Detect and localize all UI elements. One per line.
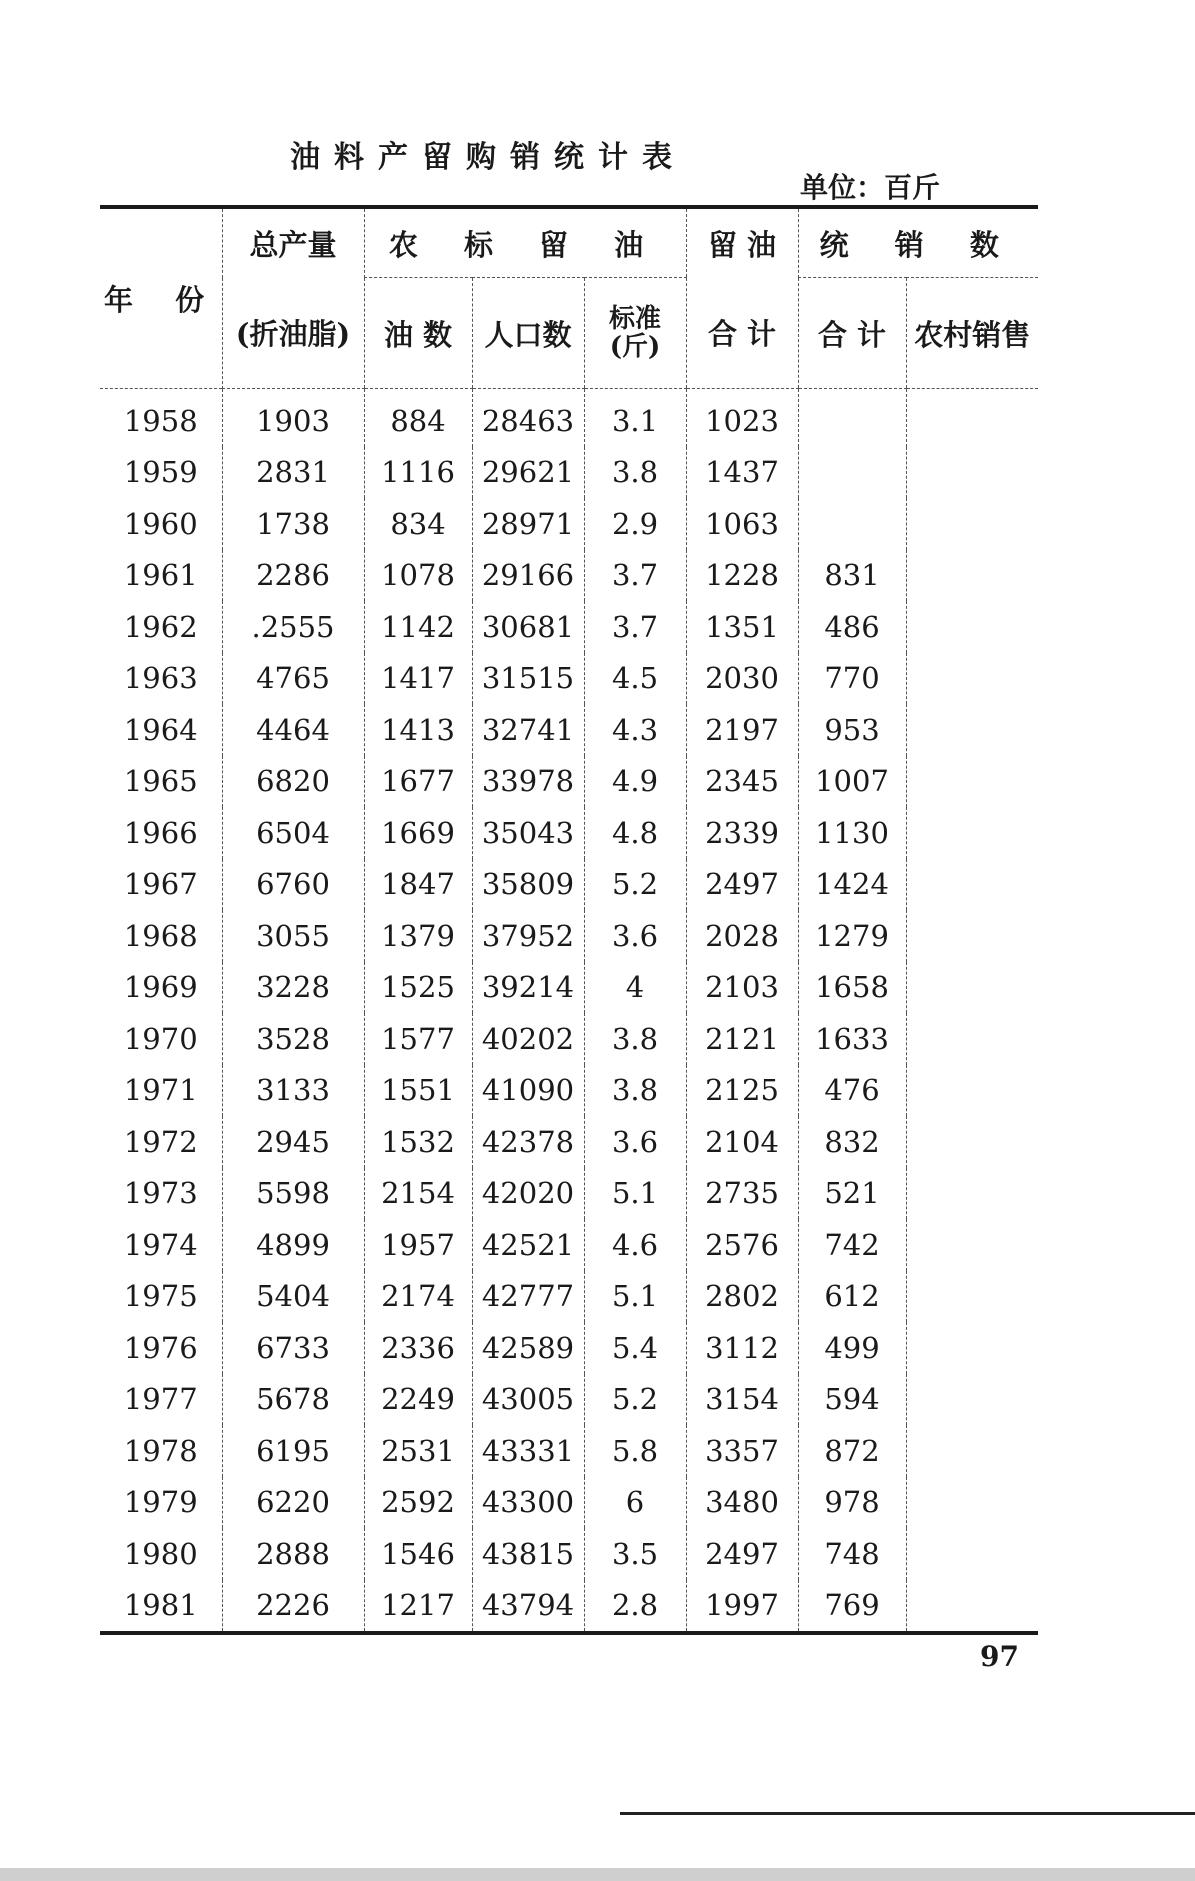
cell-farm-standard: 4.9 — [584, 756, 686, 808]
table-row — [100, 1425, 1038, 1477]
cell-rural-sales — [906, 756, 1038, 808]
table-row — [100, 1374, 1038, 1426]
cell-rural-sales — [906, 1013, 1038, 1065]
cell-total-output: 6504 — [222, 807, 364, 859]
cell-retained-total: 2125 — [686, 1065, 798, 1117]
cell-total-output: 6195 — [222, 1425, 364, 1477]
cell-sales-total — [798, 447, 906, 499]
cell-sales-total: 612 — [798, 1271, 906, 1323]
bottom-rule — [620, 1812, 1195, 1815]
cell-sales-total — [798, 389, 906, 447]
table-row — [100, 1219, 1038, 1271]
cell-farm-oil: 2174 — [364, 1271, 472, 1323]
cell-farm-standard: 5.2 — [584, 859, 686, 911]
viewer-bottom-bar — [0, 1868, 1195, 1881]
cell-retained-total: 2339 — [686, 807, 798, 859]
header-sales-group: 统 销 数 — [798, 207, 1038, 278]
cell-year: 1965 — [123, 764, 198, 799]
cell-rural-sales — [906, 1425, 1038, 1477]
cell-farm-oil: 2154 — [364, 1168, 472, 1220]
cell-year: 1972 — [123, 1124, 198, 1159]
cell-farm-standard: 4.3 — [584, 704, 686, 756]
header-retain-bottom: 合 计 — [686, 278, 798, 389]
cell-total-output: 6820 — [222, 756, 364, 808]
cell-year: 1960 — [123, 506, 198, 541]
table-header — [100, 207, 1038, 389]
cell-year: 1980 — [123, 1536, 198, 1571]
cell-farm-standard: 4 — [584, 962, 686, 1014]
cell-sales-total: 499 — [798, 1322, 906, 1374]
cell-year: 1974 — [123, 1227, 198, 1262]
cell-farm-standard: 3.5 — [584, 1528, 686, 1580]
cell-farm-population: 32741 — [472, 704, 584, 756]
cell-total-output: 1738 — [222, 498, 364, 550]
cell-farm-population: 35809 — [472, 859, 584, 911]
cell-sales-total: 831 — [798, 550, 906, 602]
header-farm-group: 农 标 留 油 — [364, 207, 686, 278]
header-sales-rural: 农村销售 — [906, 278, 1038, 389]
cell-year: 1978 — [123, 1433, 198, 1468]
cell-farm-population: 28463 — [472, 389, 584, 447]
cell-farm-standard: 6 — [584, 1477, 686, 1529]
cell-farm-standard: 3.6 — [584, 1116, 686, 1168]
cell-rural-sales — [906, 653, 1038, 705]
cell-year: 1975 — [123, 1279, 198, 1314]
header-farm-std — [584, 278, 686, 389]
cell-sales-total — [798, 498, 906, 550]
cell-farm-oil: 2336 — [364, 1322, 472, 1374]
cell-farm-oil: 1116 — [364, 447, 472, 499]
cell-sales-total: 1658 — [798, 962, 906, 1014]
cell-rural-sales — [906, 1219, 1038, 1271]
cell-retained-total: 2497 — [686, 859, 798, 911]
cell-sales-total: 953 — [798, 704, 906, 756]
cell-farm-standard: 5.2 — [584, 1374, 686, 1426]
cell-farm-standard: 5.8 — [584, 1425, 686, 1477]
cell-farm-population: 39214 — [472, 962, 584, 1014]
cell-farm-standard: 4.8 — [584, 807, 686, 859]
cell-farm-standard: 3.8 — [584, 447, 686, 499]
cell-total-output: 6760 — [222, 859, 364, 911]
cell-sales-total: 832 — [798, 1116, 906, 1168]
table-row — [100, 1580, 1038, 1634]
cell-farm-standard: 3.8 — [584, 1013, 686, 1065]
cell-retained-total: 1063 — [686, 498, 798, 550]
table-row — [100, 807, 1038, 859]
cell-farm-standard: 3.6 — [584, 910, 686, 962]
cell-year: 1979 — [123, 1485, 198, 1520]
cell-farm-standard: 5.4 — [584, 1322, 686, 1374]
unit-label: 单位：百斤 — [800, 171, 941, 204]
cell-farm-population: 29166 — [472, 550, 584, 602]
cell-retained-total: 2802 — [686, 1271, 798, 1323]
cell-retained-total: 1023 — [686, 389, 798, 447]
cell-total-output: 6220 — [222, 1477, 364, 1529]
cell-farm-oil: 1525 — [364, 962, 472, 1014]
cell-rural-sales — [906, 1528, 1038, 1580]
cell-farm-standard: 4.5 — [584, 653, 686, 705]
header-total-bottom: (折油脂) — [222, 278, 364, 389]
cell-farm-standard: 3.1 — [584, 389, 686, 447]
cell-farm-standard: 5.1 — [584, 1271, 686, 1323]
cell-farm-population: 35043 — [472, 807, 584, 859]
cell-year: 1973 — [123, 1176, 198, 1211]
cell-farm-population: 28971 — [472, 498, 584, 550]
cell-farm-population: 37952 — [472, 910, 584, 962]
cell-sales-total: 770 — [798, 653, 906, 705]
cell-farm-standard: 3.7 — [584, 550, 686, 602]
cell-total-output: 2286 — [222, 550, 364, 602]
cell-rural-sales — [906, 447, 1038, 499]
cell-retained-total: 2735 — [686, 1168, 798, 1220]
cell-farm-population: 43331 — [472, 1425, 584, 1477]
oil-statistics-table — [100, 205, 1038, 1635]
cell-retained-total: 1351 — [686, 601, 798, 653]
cell-rural-sales — [906, 1477, 1038, 1529]
cell-total-output: 5678 — [222, 1374, 364, 1426]
cell-total-output: 4899 — [222, 1219, 364, 1271]
header-year: 年 份 — [104, 283, 221, 317]
cell-retained-total: 2345 — [686, 756, 798, 808]
cell-farm-population: 29621 — [472, 447, 584, 499]
cell-year: 1963 — [123, 661, 198, 696]
cell-farm-oil: 2531 — [364, 1425, 472, 1477]
cell-sales-total: 769 — [798, 1580, 906, 1634]
cell-rural-sales — [906, 859, 1038, 911]
header-farm-oil: 油 数 — [364, 278, 472, 389]
cell-retained-total: 2103 — [686, 962, 798, 1014]
cell-retained-total: 3357 — [686, 1425, 798, 1477]
cell-sales-total: 1007 — [798, 756, 906, 808]
cell-sales-total: 872 — [798, 1425, 906, 1477]
page-number: 97 — [980, 1640, 1019, 1673]
cell-farm-oil: 1677 — [364, 756, 472, 808]
cell-rural-sales — [906, 1271, 1038, 1323]
cell-farm-oil: 1379 — [364, 910, 472, 962]
table-body — [100, 389, 1038, 1634]
cell-total-output: 4464 — [222, 704, 364, 756]
cell-retained-total: 2121 — [686, 1013, 798, 1065]
cell-retained-total: 2197 — [686, 704, 798, 756]
cell-retained-total: 3154 — [686, 1374, 798, 1426]
cell-farm-oil: 1417 — [364, 653, 472, 705]
page-title: 油料产留购销统计表 — [290, 140, 686, 175]
cell-farm-oil: 1078 — [364, 550, 472, 602]
cell-farm-population: 42378 — [472, 1116, 584, 1168]
cell-total-output: .2555 — [222, 601, 364, 653]
header-total-top: 总产量 — [222, 207, 364, 278]
cell-farm-population: 43815 — [472, 1528, 584, 1580]
cell-sales-total: 742 — [798, 1219, 906, 1271]
table-row — [100, 498, 1038, 550]
cell-farm-population: 42777 — [472, 1271, 584, 1323]
table-row — [100, 1271, 1038, 1323]
cell-farm-oil: 1847 — [364, 859, 472, 911]
cell-rural-sales — [906, 1116, 1038, 1168]
cell-sales-total: 748 — [798, 1528, 906, 1580]
cell-farm-population: 42589 — [472, 1322, 584, 1374]
cell-farm-population: 31515 — [472, 653, 584, 705]
cell-total-output: 2945 — [222, 1116, 364, 1168]
cell-farm-population: 43794 — [472, 1580, 584, 1634]
cell-year: 1971 — [123, 1073, 198, 1108]
cell-farm-oil: 1217 — [364, 1580, 472, 1634]
cell-retained-total: 2497 — [686, 1528, 798, 1580]
table-row — [100, 1477, 1038, 1529]
cell-total-output: 4765 — [222, 653, 364, 705]
cell-rural-sales — [906, 1168, 1038, 1220]
cell-sales-total: 1130 — [798, 807, 906, 859]
cell-farm-oil: 1413 — [364, 704, 472, 756]
cell-farm-oil: 834 — [364, 498, 472, 550]
cell-sales-total: 978 — [798, 1477, 906, 1529]
cell-rural-sales — [906, 807, 1038, 859]
cell-rural-sales — [906, 550, 1038, 602]
cell-farm-population: 41090 — [472, 1065, 584, 1117]
cell-total-output: 3133 — [222, 1065, 364, 1117]
cell-total-output: 6733 — [222, 1322, 364, 1374]
cell-total-output: 1903 — [222, 389, 364, 447]
cell-year: 1959 — [123, 455, 198, 490]
cell-total-output: 5598 — [222, 1168, 364, 1220]
cell-retained-total: 1437 — [686, 447, 798, 499]
cell-farm-population: 42020 — [472, 1168, 584, 1220]
cell-total-output: 3528 — [222, 1013, 364, 1065]
cell-year: 1961 — [123, 558, 198, 593]
cell-rural-sales — [906, 704, 1038, 756]
cell-farm-oil: 1577 — [364, 1013, 472, 1065]
table-row — [100, 1065, 1038, 1117]
cell-farm-oil: 1551 — [364, 1065, 472, 1117]
cell-retained-total: 1228 — [686, 550, 798, 602]
cell-total-output: 5404 — [222, 1271, 364, 1323]
cell-farm-oil: 1546 — [364, 1528, 472, 1580]
table-row — [100, 1013, 1038, 1065]
cell-farm-standard: 5.1 — [584, 1168, 686, 1220]
cell-rural-sales — [906, 601, 1038, 653]
header-retain-top: 留 油 — [686, 207, 798, 278]
cell-total-output: 2888 — [222, 1528, 364, 1580]
cell-retained-total: 1997 — [686, 1580, 798, 1634]
cell-year: 1966 — [123, 815, 198, 850]
table-row — [100, 1322, 1038, 1374]
cell-total-output: 3228 — [222, 962, 364, 1014]
cell-year: 1976 — [123, 1330, 198, 1365]
cell-farm-oil: 1669 — [364, 807, 472, 859]
cell-retained-total: 2028 — [686, 910, 798, 962]
table-row — [100, 601, 1038, 653]
cell-farm-standard: 2.8 — [584, 1580, 686, 1634]
cell-farm-oil: 1532 — [364, 1116, 472, 1168]
cell-retained-total: 3480 — [686, 1477, 798, 1529]
table-row — [100, 962, 1038, 1014]
cell-rural-sales — [906, 498, 1038, 550]
cell-farm-standard: 3.8 — [584, 1065, 686, 1117]
cell-farm-standard: 4.6 — [584, 1219, 686, 1271]
cell-year: 1964 — [123, 712, 198, 747]
table-row — [100, 1528, 1038, 1580]
cell-retained-total: 2030 — [686, 653, 798, 705]
cell-year: 1970 — [123, 1021, 198, 1056]
cell-year: 1967 — [123, 867, 198, 902]
cell-farm-standard: 2.9 — [584, 498, 686, 550]
table-row — [100, 389, 1038, 447]
header-sales-total: 合 计 — [798, 278, 906, 389]
cell-retained-total: 2104 — [686, 1116, 798, 1168]
cell-sales-total: 486 — [798, 601, 906, 653]
cell-farm-oil: 884 — [364, 389, 472, 447]
cell-rural-sales — [906, 389, 1038, 447]
cell-rural-sales — [906, 1065, 1038, 1117]
cell-sales-total: 1279 — [798, 910, 906, 962]
cell-year: 1969 — [123, 970, 198, 1005]
cell-year: 1977 — [123, 1382, 198, 1417]
header-farm-std-top: 标准 — [609, 304, 662, 334]
cell-rural-sales — [906, 1374, 1038, 1426]
cell-farm-population: 30681 — [472, 601, 584, 653]
cell-farm-population: 43300 — [472, 1477, 584, 1529]
table-row — [100, 550, 1038, 602]
cell-farm-population: 33978 — [472, 756, 584, 808]
cell-sales-total: 594 — [798, 1374, 906, 1426]
cell-rural-sales — [906, 910, 1038, 962]
table-row — [100, 653, 1038, 705]
cell-total-output: 2831 — [222, 447, 364, 499]
cell-year: 1981 — [123, 1588, 198, 1623]
cell-rural-sales — [906, 1322, 1038, 1374]
cell-farm-oil: 1957 — [364, 1219, 472, 1271]
table-row — [100, 910, 1038, 962]
cell-retained-total: 3112 — [686, 1322, 798, 1374]
table-row — [100, 859, 1038, 911]
cell-sales-total: 1633 — [798, 1013, 906, 1065]
cell-rural-sales — [906, 1580, 1038, 1634]
cell-year: 1962 — [123, 609, 198, 644]
statistics-table-wrapper — [100, 205, 1038, 1635]
table-row — [100, 1116, 1038, 1168]
table-row — [100, 1168, 1038, 1220]
cell-farm-standard: 3.7 — [584, 601, 686, 653]
cell-total-output: 2226 — [222, 1580, 364, 1634]
cell-farm-population: 42521 — [472, 1219, 584, 1271]
header-farm-std-bottom: (斤) — [609, 332, 661, 362]
header-farm-pop: 人口数 — [472, 278, 584, 389]
cell-farm-oil: 2592 — [364, 1477, 472, 1529]
cell-sales-total: 521 — [798, 1168, 906, 1220]
cell-sales-total: 476 — [798, 1065, 906, 1117]
cell-farm-population: 43005 — [472, 1374, 584, 1426]
cell-farm-population: 40202 — [472, 1013, 584, 1065]
cell-rural-sales — [906, 962, 1038, 1014]
cell-retained-total: 2576 — [686, 1219, 798, 1271]
cell-farm-oil: 1142 — [364, 601, 472, 653]
table-row — [100, 704, 1038, 756]
cell-total-output: 3055 — [222, 910, 364, 962]
cell-farm-oil: 2249 — [364, 1374, 472, 1426]
table-row — [100, 447, 1038, 499]
table-row — [100, 756, 1038, 808]
cell-year: 1958 — [123, 403, 198, 438]
cell-year: 1968 — [123, 918, 198, 953]
cell-sales-total: 1424 — [798, 859, 906, 911]
